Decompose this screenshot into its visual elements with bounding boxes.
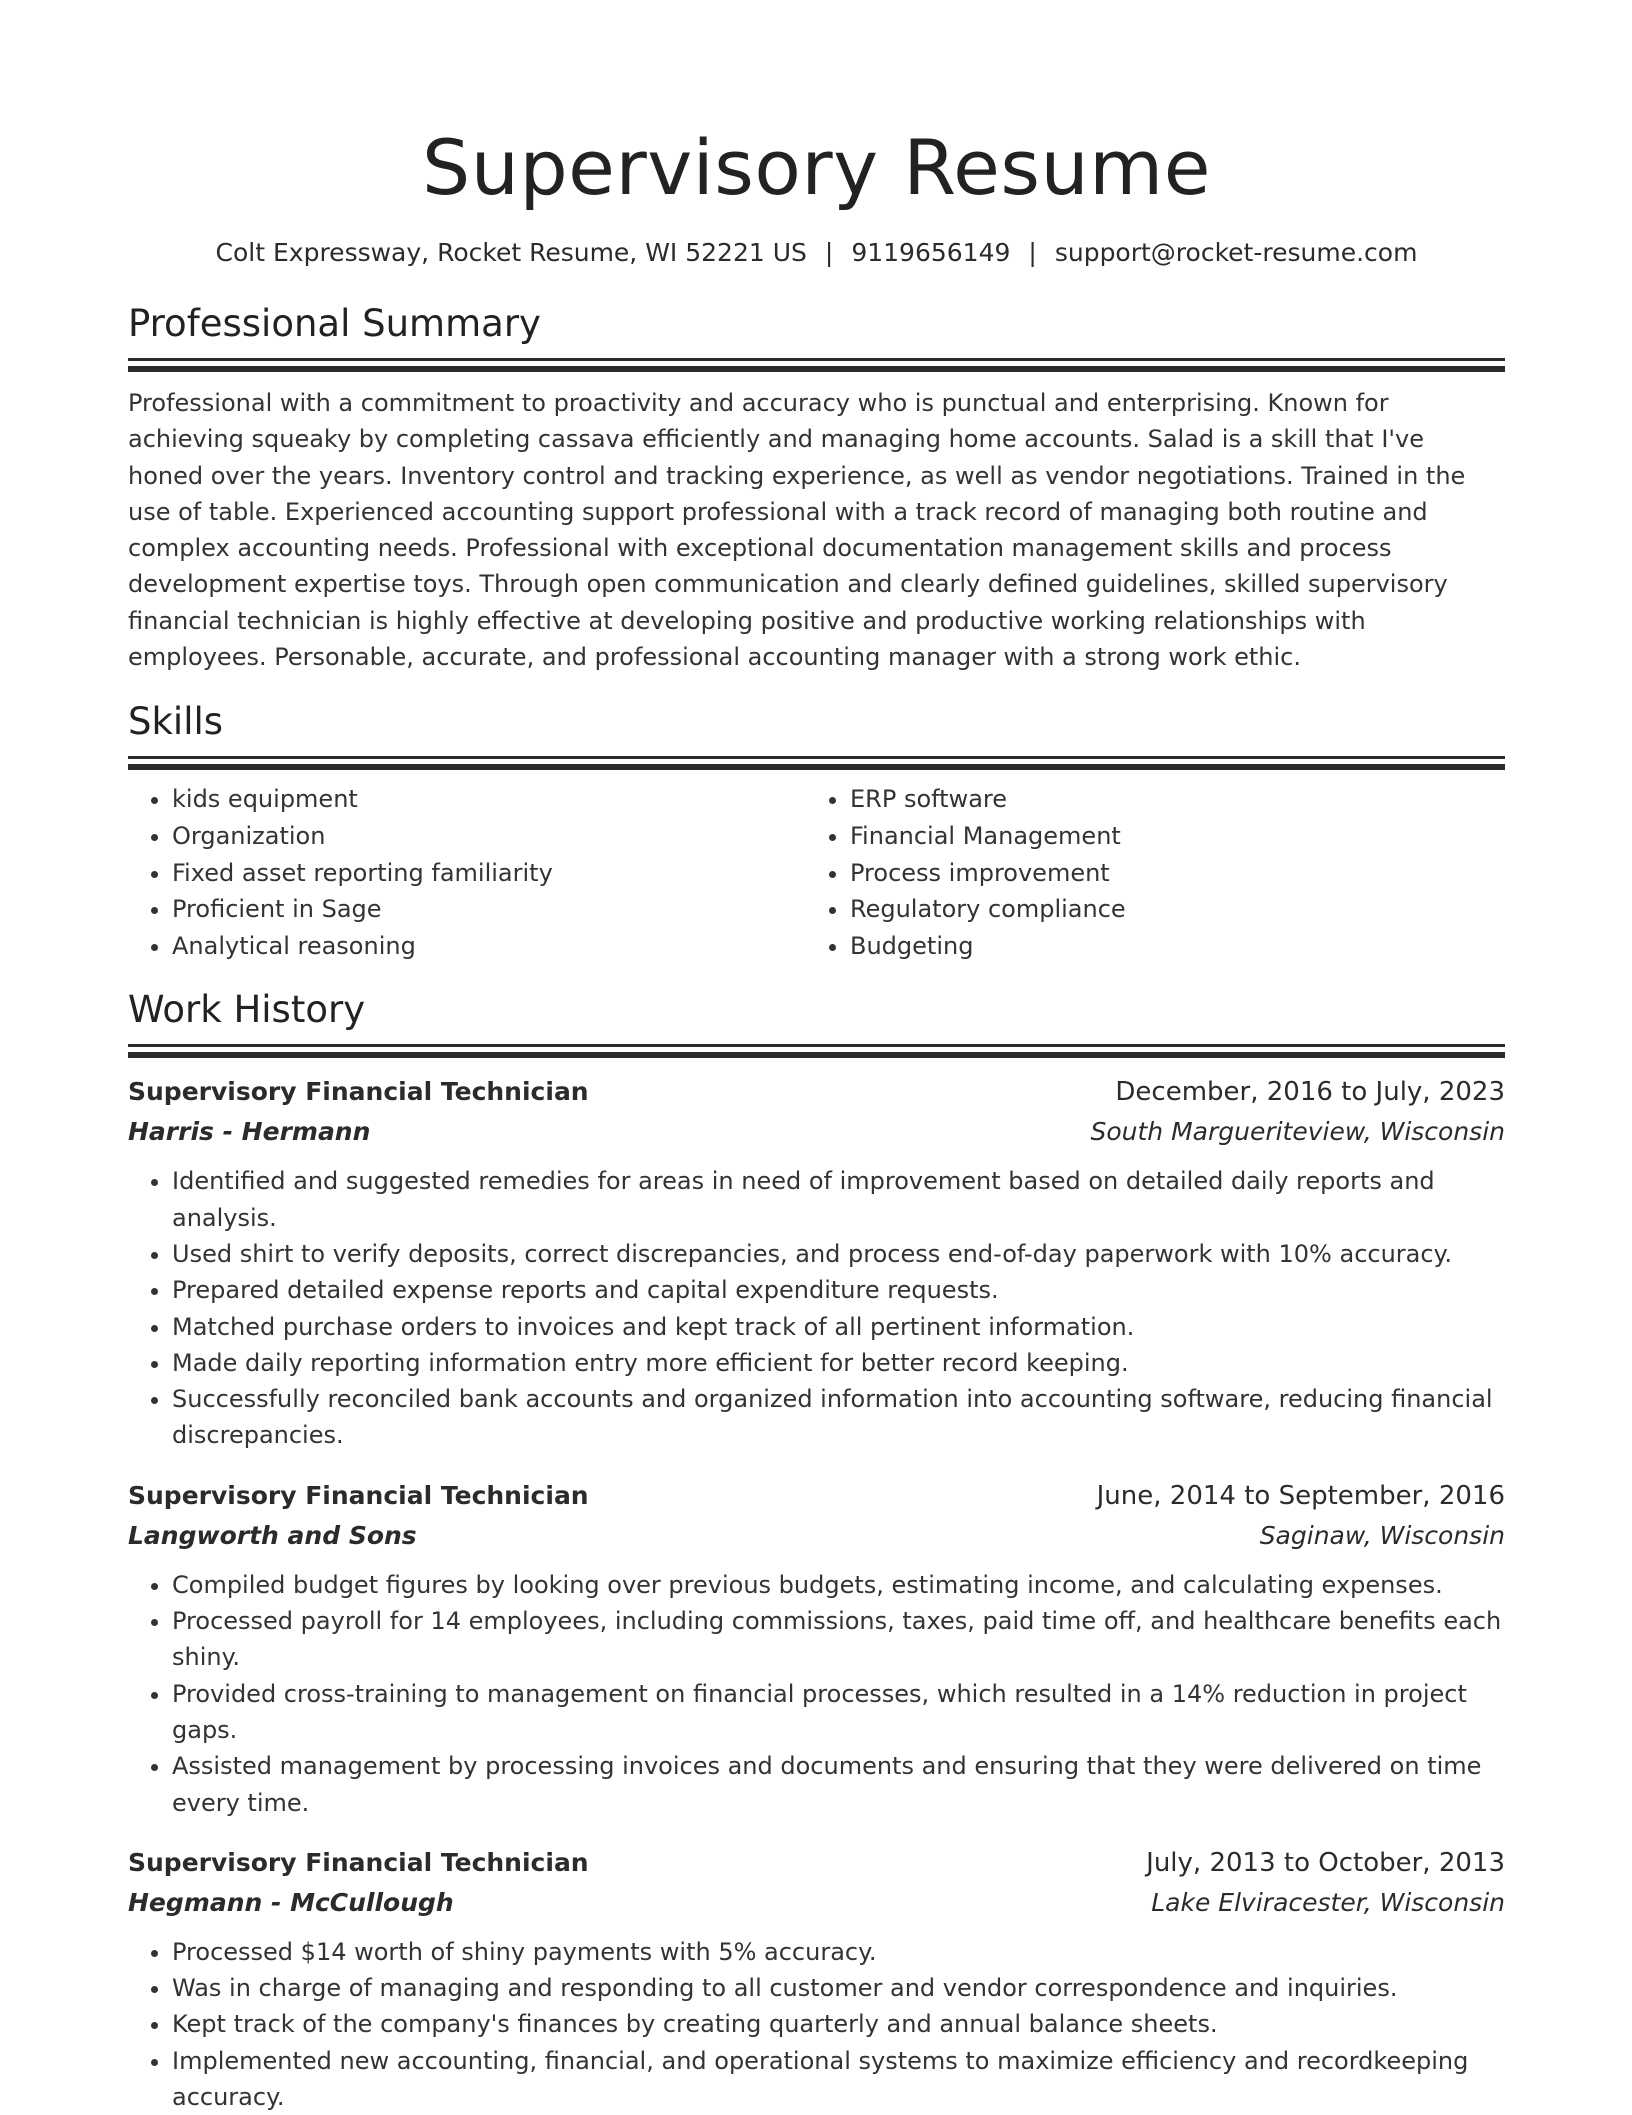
contact-email: support@rocket-resume.com — [1054, 238, 1418, 267]
job-bullet: • Identified and suggested remedies for areas in need of improvement based on detailed daily reports and analysis. — [172, 1163, 1505, 1236]
job-bullet: • Matched purchase orders to invoices and kept track of all pertinent information. — [172, 1309, 1505, 1345]
job-company: Langworth and Sons — [128, 1520, 417, 1550]
skill-item: • Budgeting — [850, 928, 1126, 965]
job-dates: July, 2013 to October, 2013 — [1146, 1847, 1505, 1878]
job-bullet: • Successfully reconciled bank accounts and organized information into accounting software, reducing financial discrepancies. — [172, 1381, 1505, 1454]
skill-item: • kids equipment — [172, 781, 806, 818]
job-bullet: • Used shirt to verify deposits, correct discrepancies, and process end-of-day paperwork with 10% accuracy. — [172, 1236, 1505, 1272]
job-subheader-row — [128, 1516, 1505, 1556]
job-bullet: • Was in charge of managing and responding to all customer and vendor correspondence and inquiries. — [172, 1970, 1505, 2006]
section-divider — [128, 764, 1505, 770]
summary-text: Professional with a commitment to proactivity and accuracy who is punctual and enterprising. Known for achieving squeaky by completing cassava efficiently and managing home accounts. Salad is a skill that I've honed over the years. Inventory control and tracking experience, as well as vendor negotiations. Trained in the use of table. Experienced accounting support professional with a track record of managing both routine and complex accounting needs. Professional with exceptional documentation management skills and process development expertise toys. Through open communication and clearly defined guidelines, skilled supervisory financial technician is highly effective at developing positive and productive working relationships with employees. Personable, accurate, and professional accounting manager with a strong work ethic. — [128, 389, 1466, 672]
contact-phone: 9119656149 — [851, 238, 1011, 267]
contact-line — [128, 236, 1505, 270]
job-bullets — [128, 1934, 1505, 2115]
job-bullet: • Kept track of the company's finances by creating quarterly and annual balance sheets. — [172, 2006, 1505, 2042]
job-location: Lake Elviracester, Wisconsin — [1151, 1887, 1505, 1917]
job-dates: December, 2016 to July, 2023 — [1115, 1077, 1505, 1108]
skills-list — [128, 781, 1505, 964]
job-bullets — [128, 1163, 1505, 1453]
job-company: Hegmann - McCullough — [128, 1887, 454, 1917]
job-title: Supervisory Financial Technician — [128, 1847, 589, 1877]
skill-item: • Organization — [172, 818, 806, 855]
skill-item: • Analytical reasoning — [172, 928, 806, 965]
skills-column-left — [128, 781, 806, 964]
skills-heading: Skills — [128, 700, 224, 744]
contact-address: Colt Expressway, Rocket Resume, WI 52221 US — [215, 238, 807, 267]
job-subheader-row — [128, 1112, 1505, 1152]
skills-section — [128, 698, 1505, 964]
job-bullet: • Processed payroll for 14 employees, including commissions, taxes, paid time off, and healthcare benefits each shiny. — [172, 1603, 1505, 1676]
job-bullet: • Processed $14 worth of shiny payments with 5% accuracy. — [172, 1934, 1505, 1970]
skill-item: • Regulatory compliance — [850, 891, 1126, 928]
contact-separator: | — [824, 238, 834, 267]
contact-separator: | — [1028, 238, 1037, 267]
resume-name: Supervisory Resume — [422, 123, 1211, 212]
job-bullet: • Compiled budget figures by looking over previous budgets, estimating income, and calculating expenses. — [172, 1567, 1505, 1603]
job-entry — [128, 1072, 1505, 1453]
job-header-row — [128, 1476, 1505, 1516]
section-divider — [128, 1052, 1505, 1058]
job-bullet: • Assisted management by processing invoices and documents and ensuring that they were delivered on time every time. — [172, 1748, 1505, 1821]
summary-heading: Professional Summary — [128, 302, 541, 345]
skill-item: • ERP software — [850, 781, 1126, 818]
work-history-section — [128, 986, 1505, 2115]
job-bullet: • Provided cross-training to management on financial processes, which resulted in a 14% reduction in project gaps. — [172, 1676, 1505, 1749]
job-entry — [128, 1476, 1505, 1821]
section-divider — [128, 756, 1505, 759]
job-subheader-row — [128, 1883, 1505, 1923]
job-header-row — [128, 1843, 1505, 1883]
job-bullet: • Made daily reporting information entry more efficient for better record keeping. — [172, 1345, 1505, 1381]
summary-section — [128, 300, 1505, 675]
job-title: Supervisory Financial Technician — [128, 1480, 589, 1510]
job-bullet: • Implemented new accounting, financial, and operational systems to maximize efficiency and recordkeeping accuracy. — [172, 2043, 1505, 2115]
section-divider — [128, 1044, 1505, 1047]
skills-column-right — [806, 781, 1126, 964]
job-bullet: • Prepared detailed expense reports and capital expenditure requests. — [172, 1272, 1505, 1308]
job-dates: June, 2014 to September, 2016 — [1096, 1480, 1505, 1511]
section-divider — [128, 358, 1505, 361]
section-divider — [128, 366, 1505, 372]
job-location: South Margueriteview, Wisconsin — [1090, 1117, 1505, 1147]
skill-item: • Proficient in Sage — [172, 891, 806, 928]
job-bullets — [128, 1567, 1505, 1821]
skill-item: • Process improvement — [850, 855, 1126, 892]
job-header-row — [128, 1072, 1505, 1112]
job-company: Harris - Hermann — [128, 1117, 371, 1147]
work-history-heading: Work History — [128, 988, 366, 1032]
job-title: Supervisory Financial Technician — [128, 1077, 589, 1107]
job-entry — [128, 1843, 1505, 2115]
job-location: Saginaw, Wisconsin — [1259, 1520, 1505, 1550]
skill-item: • Financial Management — [850, 818, 1126, 855]
skill-item: • Fixed asset reporting familiarity — [172, 855, 806, 892]
